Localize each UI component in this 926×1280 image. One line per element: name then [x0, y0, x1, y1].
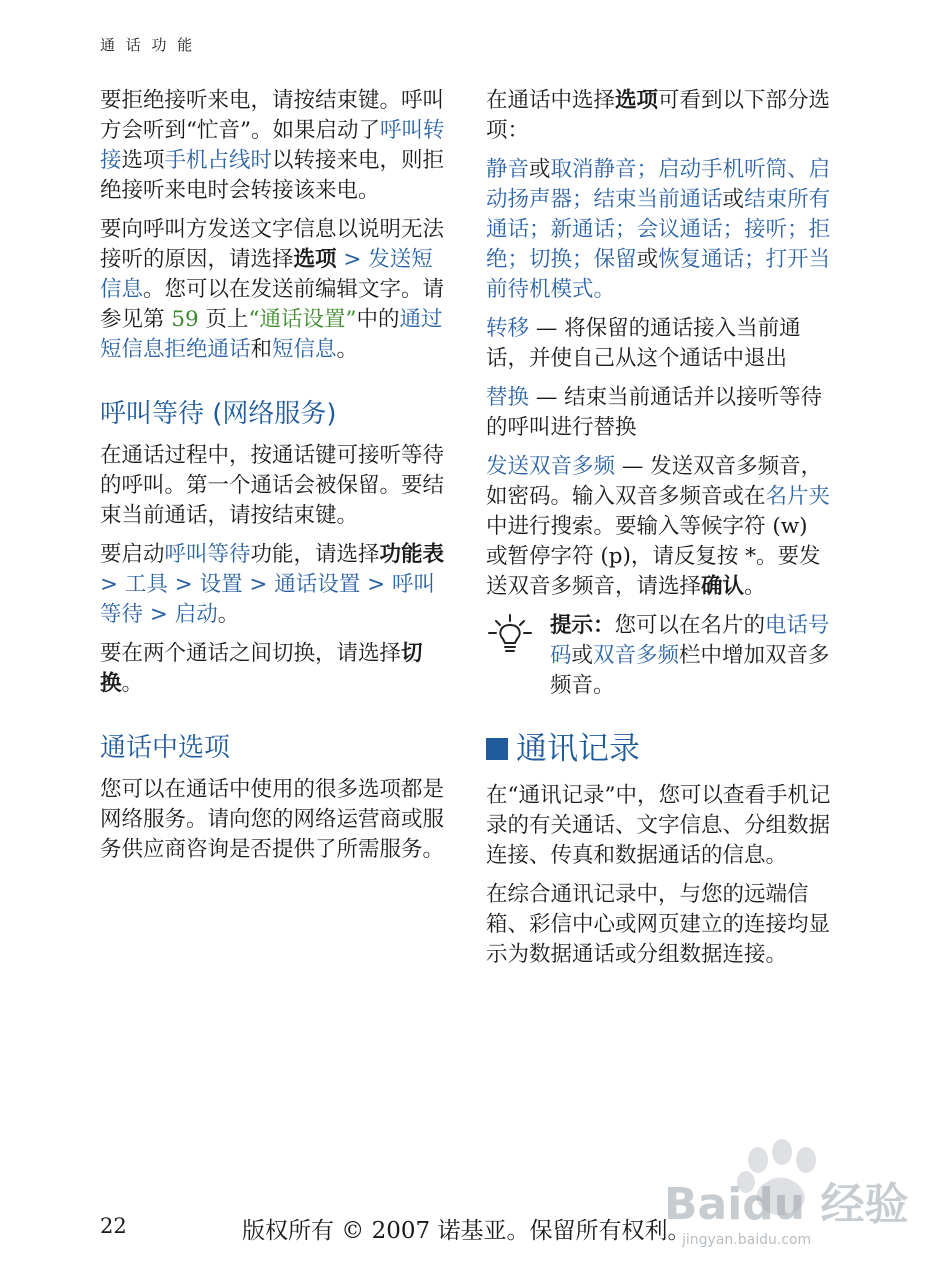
text: 要向呼叫方发送文字信息以说明无法接听的原因，请选择 [100, 217, 445, 272]
link-call-settings[interactable]: 通话设置 [274, 572, 361, 597]
option-conference[interactable]: 会议通话 [636, 217, 723, 242]
separator: ； [507, 247, 530, 272]
section-square-icon [486, 738, 508, 760]
copyright-text: 版权所有 © 2007 诺基亚。保留所有权利。 [242, 1218, 691, 1244]
tip-label: 提示： [550, 613, 615, 638]
text: 可看到以下部分选项： [486, 88, 831, 143]
option-hold[interactable]: 保留 [593, 247, 637, 272]
text: 以转接来电，则拒绝接听来电时会转接该来电。 [100, 148, 445, 203]
heading-log-text: 通讯记录 [516, 731, 640, 767]
link-phone-number[interactable]: 电话号码 [550, 613, 830, 668]
text: 中的 [356, 307, 400, 332]
replace-paragraph [486, 383, 831, 443]
heading-log [486, 729, 831, 769]
separator: ； [529, 217, 551, 242]
option-end-all-calls[interactable]: 结束所有通话 [486, 187, 831, 242]
link-call-waiting[interactable]: 呼叫等待 [164, 542, 251, 567]
option-activate-handset[interactable]: 启动手机听筒 [658, 157, 788, 182]
link-if-busy[interactable]: 手机占线时 [164, 148, 273, 173]
link-sms[interactable]: 短信息 [272, 337, 337, 362]
menu-term-swap: 切换 [100, 641, 423, 696]
option-reject[interactable]: 拒绝 [486, 217, 831, 272]
text: 要在两个通话之间切换，请选择 [100, 641, 402, 666]
text: — 结束当前通话并以接听等待的呼叫进行替换 [486, 385, 823, 440]
separator: ； [615, 217, 637, 242]
link-call-divert[interactable]: 呼叫转接 [100, 118, 445, 173]
option-transfer[interactable]: 转移 [486, 316, 530, 341]
text: 。 [121, 671, 144, 696]
text: — 将保留的通话接入当前通话，并使自己从这个通话中退出 [486, 316, 801, 371]
option-answer[interactable]: 接听 [744, 217, 788, 242]
text: 中进行搜索。要输入等候字符 (w) 或暂停字符 (p)，请反复按 *。要发送双音多频音，请选择 [486, 514, 821, 599]
text: 您可以在名片的 [614, 613, 766, 638]
page-ref-title[interactable]: “通话设置” [248, 307, 357, 332]
page-number: 22 [100, 1214, 127, 1238]
menu-term-options: 选项 [615, 88, 659, 113]
send-dtmf-paragraph [486, 452, 831, 602]
link-tools[interactable]: 工具 [124, 572, 168, 597]
text: 。 [336, 337, 359, 362]
separator: ； [572, 187, 594, 212]
link-reject-via-sms[interactable]: 通过短信息拒绝通话 [100, 307, 443, 362]
text: 要拒绝接听来电，请按结束键。呼叫方会听到“忙音”。如果启动了 [100, 88, 445, 143]
option-unmute[interactable]: 取消静音 [550, 157, 637, 182]
separator: > [100, 572, 125, 597]
link-dtmf[interactable]: 双音多频 [593, 643, 680, 668]
transfer-paragraph [486, 314, 831, 374]
option-open-standby[interactable]: 打开当前待机模式 [486, 247, 831, 302]
log-paragraph-2: 在综合通讯记录中，与您的远端信箱、彩信中心或网页建立的连接均显示为数据通话或分组数据连接。 [486, 882, 831, 967]
separator: > [360, 572, 392, 597]
option-swap[interactable]: 切换 [529, 247, 573, 272]
text: 和 [250, 337, 273, 362]
heading-in-call-options: 通话中选项 [100, 733, 231, 763]
option-mute[interactable]: 静音 [486, 157, 530, 182]
menu-term-menu: 功能表 [379, 542, 445, 567]
option-end-active-call[interactable]: 结束当前通话 [593, 187, 723, 212]
in-call-options-paragraph: 您可以在通话中使用的很多选项都是网络服务。请向您的网络运营商或服务供应商咨询是否提供了所需服务。 [100, 777, 445, 862]
separator: > [143, 602, 175, 627]
option-replace[interactable]: 替换 [486, 385, 530, 410]
separator: 、 [787, 157, 809, 182]
text: 或 [529, 157, 551, 182]
text: 要启动 [100, 542, 165, 567]
text: 。 [744, 574, 766, 599]
tip-box [486, 611, 831, 701]
separator: > [242, 572, 275, 597]
text: 。 [217, 602, 240, 627]
option-unhold[interactable]: 恢复通话 [658, 247, 745, 272]
log-paragraph-1: 在“通讯记录”中，您可以查看手机记录的有关通话、文字信息、分组数据连接、传真和数据通话的信息。 [486, 783, 831, 868]
option-new-call[interactable]: 新通话 [550, 217, 616, 242]
text: 。您可以在发送前编辑文字。请参见第 [100, 277, 445, 332]
link-activate[interactable]: 启动 [174, 602, 218, 627]
tip-text [538, 611, 831, 701]
reject-call-paragraph [100, 86, 445, 206]
menu-term-options: 选项 [293, 247, 337, 272]
separator: ； [787, 217, 809, 242]
option-activate-loudspeaker[interactable]: 启动扬声器 [486, 157, 831, 212]
options-list-paragraph [486, 155, 831, 305]
link-send-sms[interactable]: 发送短信息 [100, 247, 433, 302]
right-column [486, 86, 831, 979]
text: 功能，请选择 [250, 542, 380, 567]
text: 或 [722, 187, 745, 212]
text: 选项 [121, 148, 165, 173]
text: 栏中增加双音多频音。 [550, 643, 830, 698]
link-call-waiting-2[interactable]: 呼叫等待 [100, 572, 435, 627]
text: 页上 [198, 307, 249, 332]
option-send-dtmf[interactable]: 发送双音多频 [486, 454, 616, 479]
link-settings[interactable]: 设置 [199, 572, 243, 597]
call-waiting-paragraph: 在通话过程中，按通话键可接听等待的呼叫。第一个通话会被保留。要结束当前通话，请按结束键。 [100, 443, 445, 528]
separator: 。 [593, 277, 616, 302]
separator: ； [744, 247, 766, 272]
separator: ； [722, 217, 745, 242]
separator: ； [572, 247, 594, 272]
link-contacts[interactable]: 名片夹 [765, 484, 831, 509]
text: 或 [571, 643, 594, 668]
running-header: 通 话 功 能 [100, 36, 196, 54]
page-ref-number[interactable]: 59 [171, 307, 199, 332]
lightbulb-icon [486, 611, 538, 661]
send-sms-paragraph [100, 215, 445, 365]
separator: > [167, 572, 200, 597]
text: 在通话中选择 [486, 88, 616, 113]
activate-waiting-paragraph [100, 540, 445, 630]
watermark-brand: Baidu 经验 [664, 1179, 909, 1230]
separator: > [336, 247, 369, 272]
left-column [100, 86, 445, 874]
separator: ； [636, 157, 659, 182]
menu-term-ok: 确认 [701, 574, 745, 599]
options-intro-paragraph [486, 86, 831, 146]
watermark-url: jingyan.baidu.com [682, 1232, 812, 1248]
text: 或 [636, 247, 659, 272]
text: — 发送双音多频音，如密码。输入双音多频音或在 [486, 454, 823, 509]
swap-calls-paragraph [100, 639, 445, 699]
heading-call-waiting: 呼叫等待 (网络服务) [100, 399, 337, 429]
